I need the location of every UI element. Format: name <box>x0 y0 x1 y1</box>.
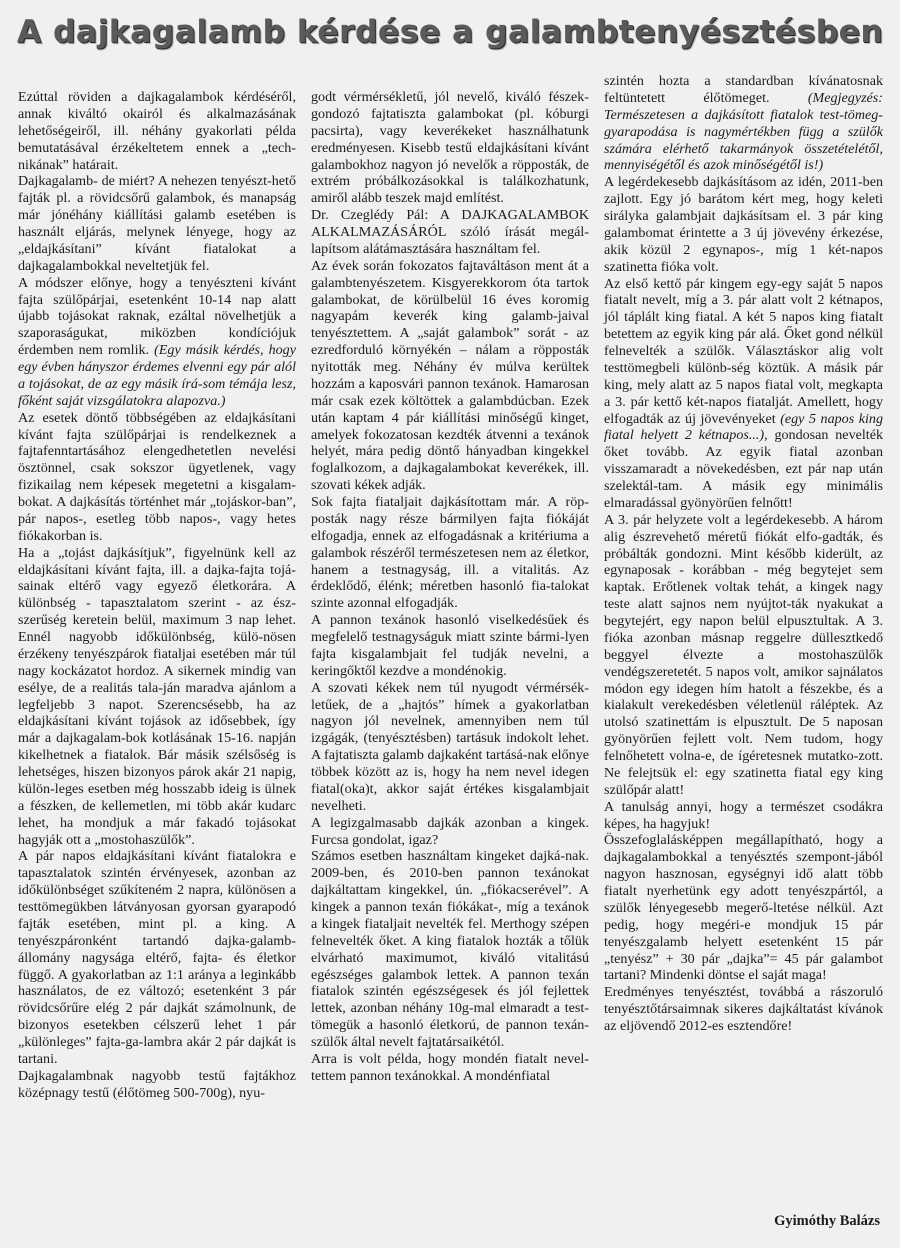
paragraph: Arra is volt példa, hogy mondén fiatalt nevel-tettem pannon texánokkal. A mondénfiatal <box>311 1050 589 1084</box>
paragraph: Dajkagalamb- de miért? A nehezen tenyészt-hető fajták pl. a rövidcsőrű galambok, és manapság már jónéhány kiállítási galamb esetében is használt eljárás, melynek lényege, hogy az „eldajkásítani” kívánt fiatalokat a dajkagalambokkal neveltetjük fel. <box>18 173 296 274</box>
paragraph: Sok fajta fiataljait dajkásítottam már. A röp-posták nagy része bármilyen fajta fiókáját elfogadja, ennek az elfogadásnak a kritériuma a galambok részéről természetesen nem az életkor, hanem a testnagyság, ill. a vitalitás. Az érdeklődő, élénk; méretben hasonló fia-talokat szinte azonnal elfogadják. <box>311 494 589 612</box>
paragraph: A pannon texánok hasonló viselkedésűek és megfelelő testnagyságuk miatt szinte bármi-lyen fajta kisgalambjait fel tudják nevelni, a keringőktől kezdve a mondénokig. <box>311 612 589 679</box>
paragraph: Dajkagalambnak nagyobb testű fajtákhoz középnagy testű (élőtömeg 500-700g), nyu- <box>18 1067 296 1101</box>
paragraph: Számos esetben használtam kingeket dajká-nak. 2009-ben, és 2010-ben pannon texánokat dajkáltattam kingekkel, ún. „fiókacserével”. A kingek a pannon texán fiókákat-, míg a texánok a kingek fiataljait nevelték fel. Merthogy szépen felnevelték őket. A king fiatalok hozták a tőlük elvárható maximumot, kiváló vitalitású egészséges galambok lettek. A pannon texán fiatalok szintén egészségesek és jól fejlettek lettek, azonban néhány 10g-mal elmaradt a test-tömegük a hasonló életkorú, de pannon texán-szülők által nevelt fajtatársaikétól. <box>311 848 589 1050</box>
paragraph: Az esetek döntő többségében az eldajkásítani kívánt fajta szülőpárjai is rendelkeznek a fajtafenntartásához elengedhetetlen nevelési ösztönnel, csak sokszor ügyetlenek, vagy fizikailag nem képesek megetetni a kisgalam-bokat. A dajkásítás történhet már „tojáskor-ban”, pár napos-, esetleg több napos-, vagy hetes fiókakorban is. <box>18 409 296 544</box>
paragraph: A pár napos eldajkásítani kívánt fiatalokra e tapasztalatok szintén érvényesek, azonban az időkülönbséget szűkíteném 2 napra, különösen a testtömegükben látványosan gyorsan gyarapodó fajták esetében, mint pl. a king. A tenyészpáronként tartandó dajka-galamb-állomány nagysága eltérő, fajta- és életkor függő. A gyakorlatban az 1:1 aránya a leginkább használatos, de ez változó; esetenként 3 pár rövidcsőrűre elég 2 pár dajkát számolnunk, de bizonyos esetekben célszerű lehet 1 pár „különleges” fajta-ga-lambra akár 2 pár dajkát is tartani. <box>18 848 296 1067</box>
paragraph: A legizgalmasabb dajkák azonban a kingek. Furcsa gondolat, igaz? <box>311 814 589 848</box>
paragraph: Ezúttal röviden a dajkagalambok kérdéséről, annak kiváltó okairól és alkalmazásának lehetőségeiről, ill. néhány gyakorlati példa bemutatásával érzékeltetem ennek a „tech-nikának” határait. <box>18 89 296 173</box>
paragraph: A 3. pár helyzete volt a legérdekesebb. A három alig észrevehető méretű fiókát elfo-gadták, és próbálták gondozni. Mint később kiderült, az egynaposak - korábban - még begytejet sem kaptak. Erőtlenek voltak tehát, a kingek nagy teste alatt sajnos nem nyújtot-ták nyakukat a begytejért, egy napon belül elpusztultak. A 3. fióka azonban másnap reggelre düllesztkedő beggyel élvezte a mostohaszülők vendégszeretetét. 5 napos volt, amikor sajnálatos módon egy idegen hím hatolt a fészekbe, és a kialakult verekedésben véletlenül ráléptek. Az utolsó szatinettám is elpusztult. De 5 naposan gyönyörűen fejlett volt. Nem tudom, hogy felnőhetett volna-e, de ígéretesnek mutatko-zott. Ne felejtsük el: egy szatinetta fiatal egy king szülőpár alatt! <box>604 511 883 798</box>
italic-note: (Megjegyzés: Természetesen a dajkásított fiatalok test-tömeg-gyarapodása is nagymértékben függ a szülők számára elérhető takarmányok összetételétől, mennyiségétől és azok minőségétől is!) <box>604 89 883 174</box>
paragraph: A legérdekesebb dajkásításom az idén, 2011-ben zajlott. Egy jó barátom kért meg, hogy keleti sirályka galambjait dajkásítsam el. 3 pár king galambomat érintette a 3 új jövevény érkezése, akik közül 2 egynapos-, míg 1 két-napos szatinetta fióka volt. <box>604 174 883 275</box>
article-title: A dajkagalamb kérdése a galambtenyésztésben <box>16 14 884 50</box>
paragraph: A módszer előnye, hogy a tenyészteni kívánt fajta szülőpárjai, esetenként 10-14 nap alatt újabb tojásokat raknak, ezáltal növelhetjük a szaporaságukat, miközben kondíciójuk érdemben nem romlik. (Egy másik kérdés, hogy egy évben hányszor érdemes elvenni egy pár alól a tojásokat, de az egy másik írá-som témája lesz, főként saját vizsgálatokra alapozva.) <box>18 274 296 409</box>
paragraph: Az első kettő pár kingem egy-egy saját 5 napos fiatalt nevelt, míg a 3. pár alatt volt 2 kétnapos, jól táplált king fiatal. A két 5 napos king fiatalt betettem az egyik king pár alá. Őket gond nélkül felnevelték a szülők. Választáskor alig volt testtömegbeli különb-ség köztük. A másik pár king, mely alatt az 5 napos fiatal volt, megkapta a 3. pár kettő két-napos fiatalját. Amellett, hogy elfogadták az új jövevényeket (egy 5 napos king fiatal helyett 2 kétnapos...), gondosan nevelték őket tovább. Az egyik fiatal azonban visszamaradt a növekedésben, ezt pár nap után szelektál-tam. A másik egy minimális elmaradással gyönyörűen felnőtt! <box>604 275 883 511</box>
italic-note: (Egy másik kérdés, hogy egy évben hányszor érdemes elvenni egy pár alól a tojásokat, de az egy másik írá-som témája lesz, főként saját vizsgálatokra alapozva.) <box>18 342 296 409</box>
text-column-3 <box>604 73 883 1035</box>
paragraph: A tanulság annyi, hogy a természet csodákra képes, ha hagyjuk! <box>604 798 883 832</box>
author-signature: Gyimóthy Balázs <box>774 1213 880 1229</box>
text-column-1 <box>18 89 296 1102</box>
paragraph: Ha a „tojást dajkásítjuk”, figyelnünk kell az eldajkásítani kívánt fajta, ill. a dajka-fajta tojá-sainak eltérő vagy egyező életkorára. A különbség - tapasztalatom szerint - az ész-szerűség keretein belül, maximum 3 nap lehet. Ennél nagyobb időkülönbség, külö-nösen érzékeny tenyészpárok fiataljai esetében már túl nagy kockázatot hordoz. A sikernek mindig van esélye, de a realitás tala-ján maradva ajánlom a legfeljebb 3 napot. Szerencsésebb, ha az eldajkásítani kívánt tojások az idősebbek, így már a dajkagalam-bok kotlásának 15-16. napján kikelhetnek a fiatalok. Bár másik szélsőség is lehetséges, hiszen bizonyos párok akár 21 napig, külön-leges esetben még hosszabb ideig is ülnek a fészken, de kellemetlen, mi több akár kudarc lehet, ha mondjuk a már fakadó tojásokat hagyják ott a „mostohaszülők”. <box>18 544 296 848</box>
text-column-2 <box>311 89 589 1085</box>
paragraph: Összefoglalásképpen megállapítható, hogy a dajkagalambokkal a tenyésztés szempont-jából nagyon hasznosan, egységnyi idő alatt több fiatalt nyerhetünk egy adott tenyészpártól, a szülők lényegesebb megerő-ltetése nélkül. Azt pedig, hogy megéri-e mondjuk 15 pár tenyészgalamb helyett esetenként 15 pár „tenyész” + 30 pár „dajka”= 45 pár galambot tartani? Mindenki döntse el saját maga! <box>604 832 883 984</box>
paragraph: Dr. Czeglédy Pál: A DAJKAGALAMBOK ALKALMAZÁSÁRÓL szóló írását megál-lapítsom alátámasztására használtam fel. <box>311 207 589 257</box>
italic-note: (egy 5 napos king fiatal helyett 2 kétnapos...) <box>604 410 883 444</box>
paragraph: szintén hozta a standardban kívánatosnak feltüntetett élőtömeget. (Megjegyzés: Természetesen a dajkásított fiatalok test-tömeg-gyarapodása is nagymértékben függ a szülők számára elérhető takarmányok összetételétől, mennyiségétől és azok minőségétől is!) <box>604 73 883 174</box>
paragraph: Az évek során fokozatos fajtaváltáson ment át a galambtenyészetem. Kisgyerekkorom óta tartok galambokat, de körülbelül 16 éves koromig nagyapám keverék king galamb-jaival tenyésztettem. A „saját galambok” sorát - az ezredforduló környékén – nálam a röpposták nyitották meg. Néhány év múlva kerültek hozzám a kaposvári pannon texánok. Hamarosan már csak ezek költöttek a galambdúcban. Ezek után kaptam 4 pár kiállítási minőségű kinget, amelyek fokozatosan kezdték átvenni a texánok helyét, mára pedig döntő hányadban kingekkel foglalkozom, a dajkagalambokat keverékek, ill. szovati kékek adják. <box>311 257 589 494</box>
paragraph: A szovati kékek nem túl nyugodt vérmérsék-letűek, de a „hajtós” hímek a gyakorlatban nagyon jól nevelnek, amennyiben nem túl izgágák, (tenyésztésben) tartásuk indokolt lehet. A fajtatiszta galamb dajkaként tartásá-nak előnye többek között az is, hogy ha nem nevel idegen fiatal(oka)t, akkor saját értékes kisgalambjait nevelheti. <box>311 679 589 814</box>
paragraph: godt vérmérsékletű, jól nevelő, kiváló fészek-gondozó fajtatiszta galambokat (pl. kóburgi pacsirta), vagy keverékeket használhatunk eredményesen. Kisebb testű eldajkásítani kívánt galambokhoz nagyon jó nevelők a röpposták, de extrém próbálkozásokkal is találkozhatunk, amiről alább teszek majd említést. <box>311 89 589 207</box>
paragraph: Eredményes tenyésztést, továbbá a rászoruló tenyésztőtársaimnak sikeres dajkáltatást kívánok az eljövendő 2012-es esztendőre! <box>604 984 883 1034</box>
